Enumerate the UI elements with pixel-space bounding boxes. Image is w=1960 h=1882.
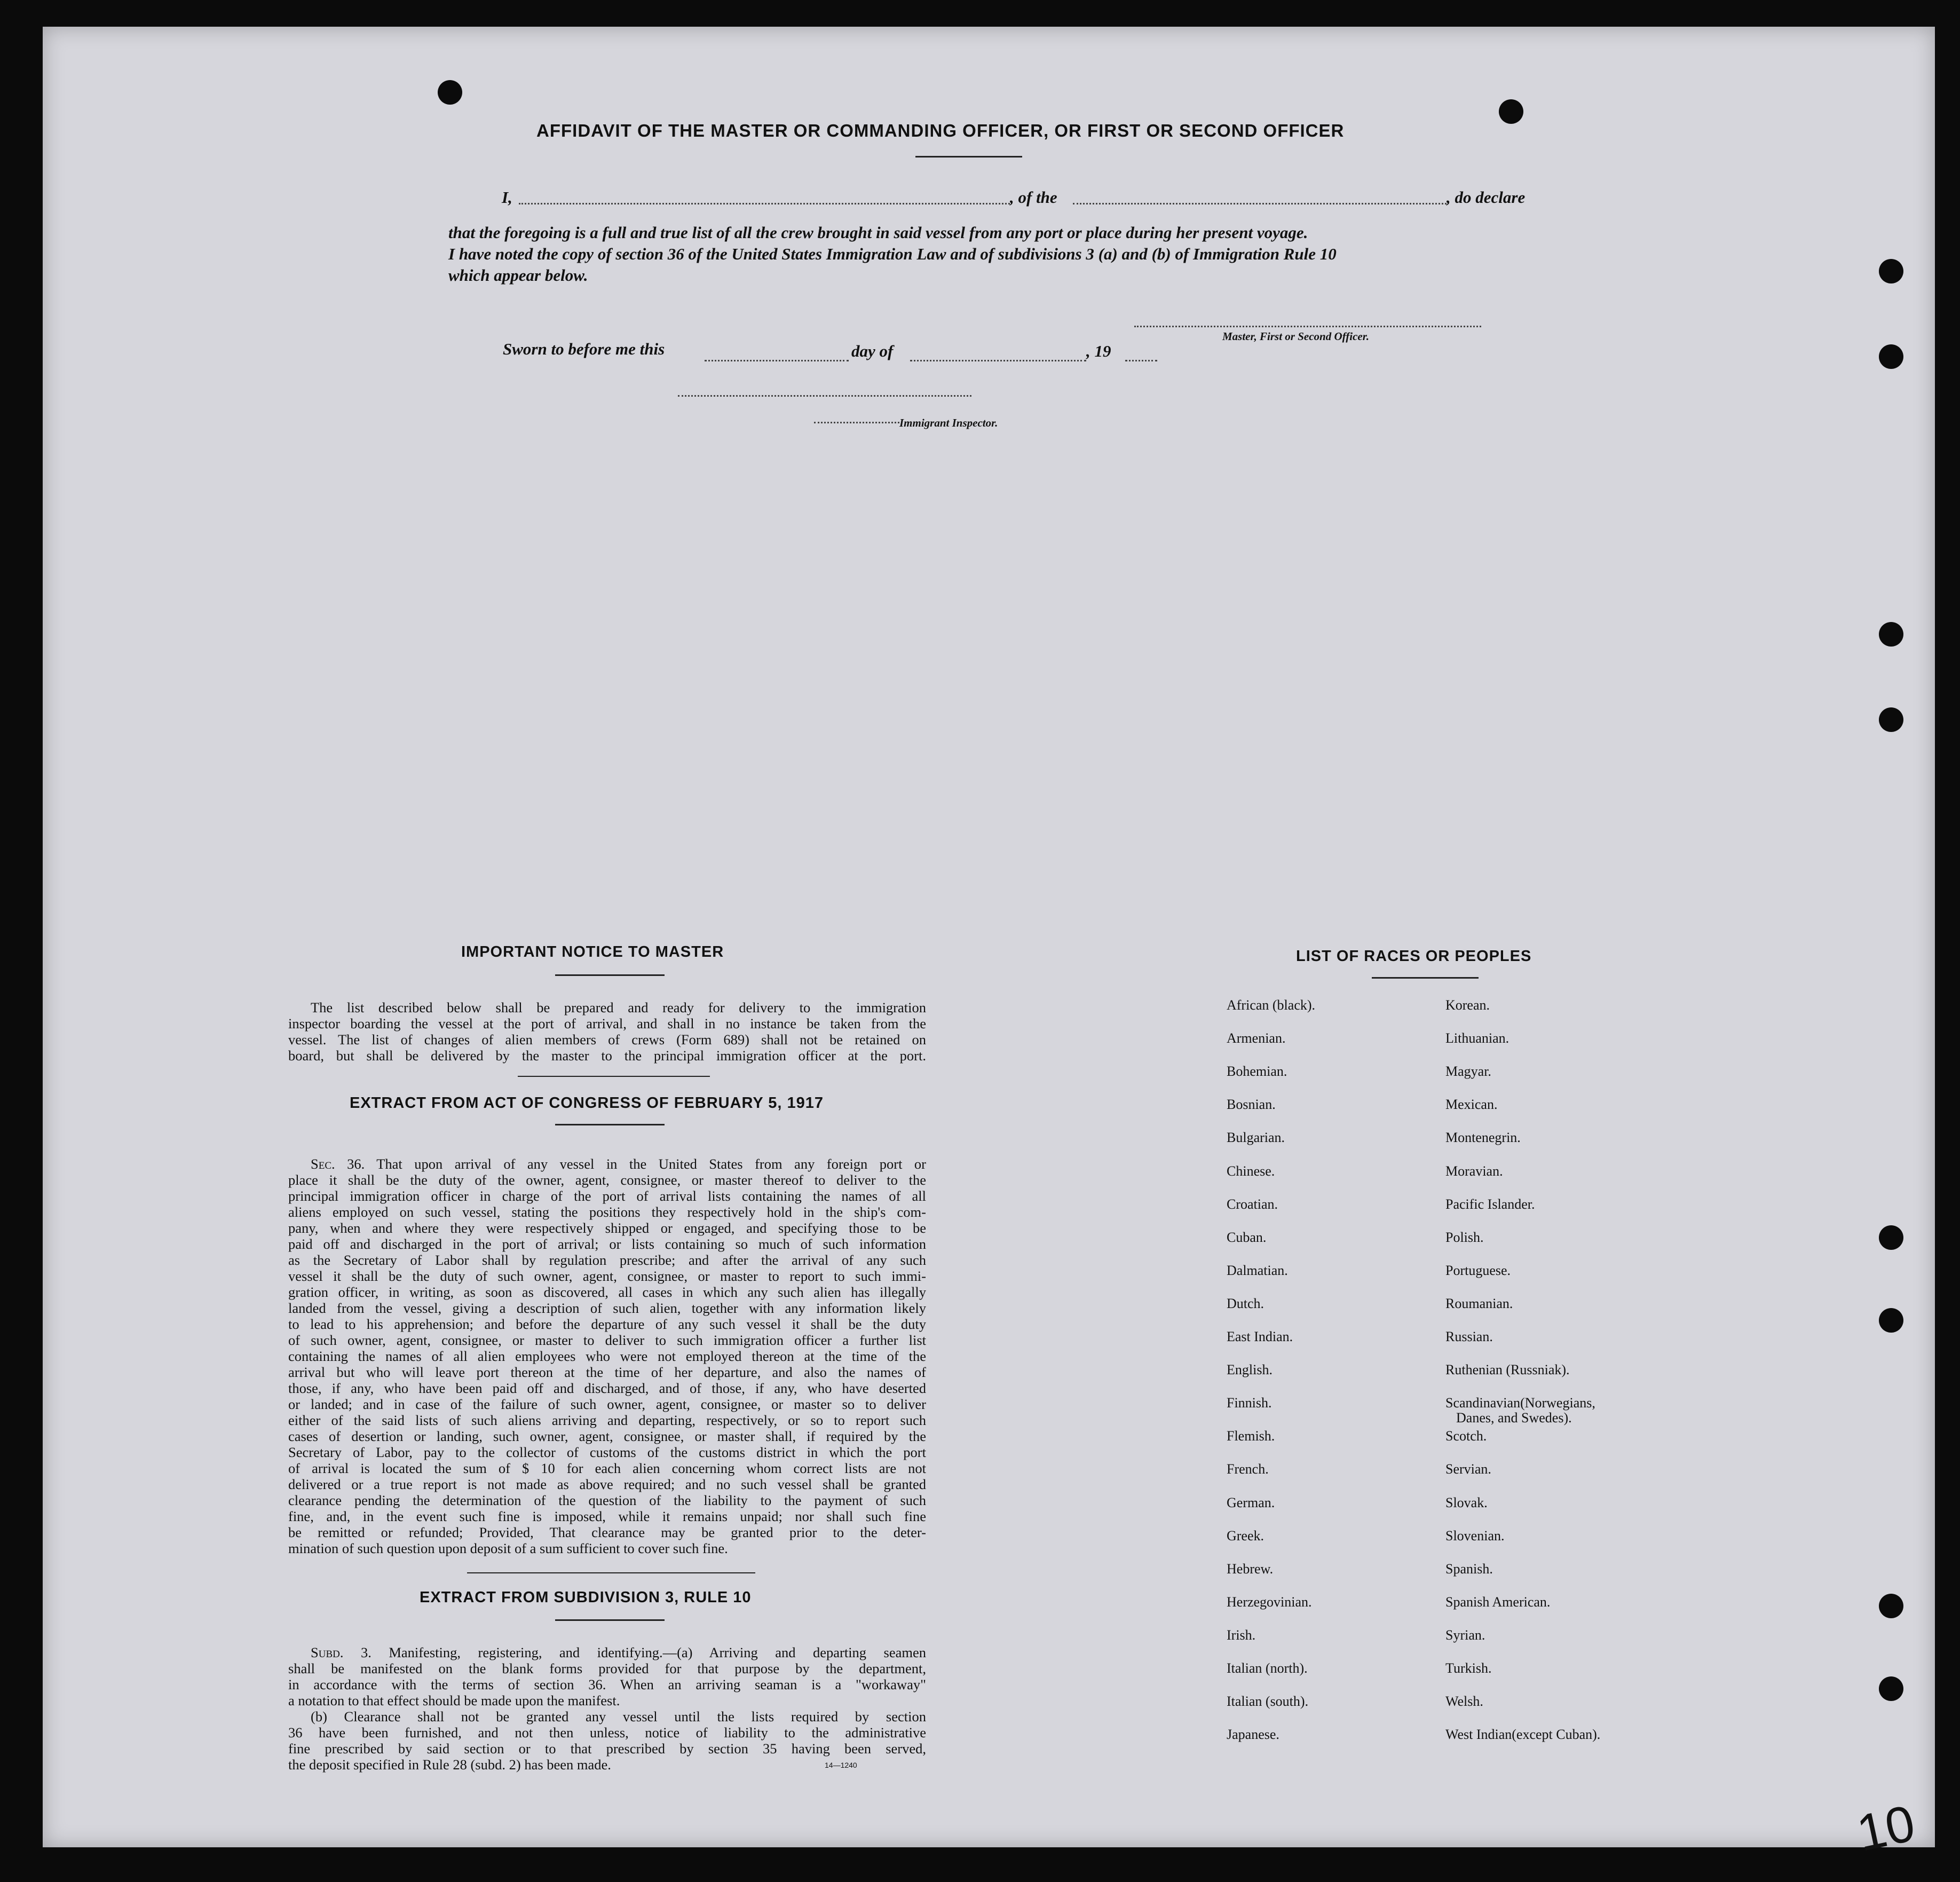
affidavit-name-blank[interactable] bbox=[519, 203, 1010, 204]
race-item: Mexican. bbox=[1445, 1097, 1498, 1113]
rule-line: a notation to that effect should be made upon the manifest. bbox=[288, 1692, 620, 1708]
affidavit-line-3: I have noted the copy of section 36 of the United States Immigration Law and of subdivisions 3 (a) and (b) of Immigration Rule 10 bbox=[448, 245, 1337, 263]
race-item: Magyar. bbox=[1445, 1064, 1491, 1080]
rule-line: (b) Clearance shall not be granted any vessel until the lists required by section bbox=[311, 1708, 926, 1724]
race-item: African (black). bbox=[1227, 997, 1316, 1013]
extract-act-title: EXTRACT FROM ACT OF CONGRESS OF FEBRUARY 5, 1917 bbox=[350, 1094, 824, 1112]
race-item: Herzegovinian. bbox=[1227, 1594, 1312, 1610]
race-item: Flemish. bbox=[1227, 1428, 1275, 1444]
punch-hole bbox=[1879, 1225, 1903, 1250]
notice-line: vessel. The list of changes of alien members of crews (Form 689) shall not be retained on bbox=[288, 1031, 926, 1048]
race-item: Japanese. bbox=[1227, 1727, 1279, 1743]
act-line: paid off and discharged in the port of arrival; or lists containing so much of such information bbox=[288, 1236, 926, 1252]
affidavit-vessel-blank[interactable] bbox=[1073, 203, 1447, 204]
act-line bbox=[288, 1156, 926, 1172]
race-item: Pacific Islander. bbox=[1445, 1196, 1535, 1212]
race-item: English. bbox=[1227, 1362, 1273, 1378]
rule-line: in accordance with the terms of section 36. When an arriving seaman is a "workaway" bbox=[288, 1676, 926, 1692]
race-item-continuation: Danes, and Swedes). bbox=[1456, 1410, 1572, 1426]
punch-hole bbox=[1499, 99, 1523, 124]
race-item: French. bbox=[1227, 1461, 1269, 1477]
race-item: Bohemian. bbox=[1227, 1064, 1287, 1080]
race-item: Syrian. bbox=[1445, 1627, 1485, 1643]
race-item: Hebrew. bbox=[1227, 1561, 1274, 1577]
race-item: Bosnian. bbox=[1227, 1097, 1276, 1113]
race-item: East Indian. bbox=[1227, 1329, 1293, 1344]
act-line: pany, when and where they were respectively shipped or engaged, and specifying those to be bbox=[288, 1220, 926, 1236]
race-item: Scandinavian(Norwegians, bbox=[1445, 1395, 1595, 1411]
rule-line: the deposit specified in Rule 28 (subd. 2) has been made. bbox=[288, 1757, 611, 1773]
notice-body bbox=[288, 999, 926, 1064]
affidavit-declare-label: , do declare bbox=[1447, 188, 1526, 207]
rule-line-text: 3. Manifesting, registering, and identifying.—(a) Arriving and departing seamen bbox=[360, 1644, 926, 1660]
section-divider bbox=[467, 1572, 755, 1573]
master-caption: Master, First or Second Officer. bbox=[1222, 330, 1369, 343]
punch-hole bbox=[1879, 1594, 1903, 1618]
extract-act-body bbox=[288, 1156, 926, 1556]
race-item: Chinese. bbox=[1227, 1163, 1275, 1179]
race-item: Portuguese. bbox=[1445, 1262, 1511, 1278]
act-line: or landed; and in case of the failure of such owner, agent, consignee, or master so to deliver bbox=[288, 1396, 926, 1412]
affidavit-title: AFFIDAVIT OF THE MASTER OR COMMANDING OFFICER, OR FIRST OR SECOND OFFICER bbox=[536, 121, 1345, 140]
act-line: as the Secretary of Labor shall by regulation prescribe; and after the arrival of any such bbox=[288, 1252, 926, 1268]
race-item: Scotch. bbox=[1445, 1428, 1487, 1444]
race-item: Spanish. bbox=[1445, 1561, 1493, 1577]
race-item: Russian. bbox=[1445, 1329, 1493, 1344]
race-item: Spanish American. bbox=[1445, 1594, 1551, 1610]
race-item: Finnish. bbox=[1227, 1395, 1272, 1411]
extract-rule-title: EXTRACT FROM SUBDIVISION 3, RULE 10 bbox=[420, 1589, 752, 1606]
punch-hole bbox=[1879, 344, 1903, 369]
act-line: of such owner, agent, consignee, or master to deliver to such immigration officer a further list bbox=[288, 1332, 926, 1348]
act-line: either of the said lists of such aliens arriving and departing, respectively, or so to report such bbox=[288, 1412, 926, 1428]
subd-label: Subd. bbox=[311, 1644, 344, 1660]
race-item: German. bbox=[1227, 1494, 1275, 1510]
act-line: place it shall be the duty of the owner, agent, consignee, or master thereof to deliver to the bbox=[288, 1172, 926, 1188]
inspector-signature-blank[interactable] bbox=[678, 395, 971, 397]
race-item: West Indian(except Cuban). bbox=[1445, 1727, 1601, 1743]
punch-hole bbox=[1879, 622, 1903, 647]
act-line: arrival but who will leave port thereon at the time of her departure, and also the names of bbox=[288, 1364, 926, 1380]
races-title: LIST OF RACES OR PEOPLES bbox=[1296, 948, 1532, 965]
affidavit-title-rule bbox=[915, 156, 1022, 158]
act-line: mination of such question upon deposit of a sum sufficient to cover such fine. bbox=[288, 1540, 728, 1556]
sworn-month-blank[interactable] bbox=[910, 360, 1086, 361]
race-item: Dutch. bbox=[1227, 1295, 1264, 1311]
race-item: Slovenian. bbox=[1445, 1527, 1505, 1544]
punch-hole bbox=[438, 80, 462, 105]
race-item: Lithuanian. bbox=[1445, 1030, 1509, 1046]
year-label: , 19 bbox=[1086, 342, 1111, 360]
page-number: 10 bbox=[1852, 1794, 1920, 1862]
act-line-text: 36. That upon arrival of any vessel in the United States from any foreign port or bbox=[347, 1156, 926, 1172]
notice-title: IMPORTANT NOTICE TO MASTER bbox=[461, 943, 724, 960]
extract-rule-body bbox=[288, 1644, 926, 1773]
inspector-signature-blank-2[interactable] bbox=[814, 422, 899, 423]
punch-hole bbox=[1879, 707, 1903, 732]
punch-hole bbox=[1879, 1308, 1903, 1333]
extract-rule-title-rule bbox=[555, 1619, 665, 1621]
race-item: Irish. bbox=[1227, 1627, 1256, 1643]
act-line: landed from the vessel, giving a description of such alien, together with any information likely bbox=[288, 1300, 926, 1316]
sworn-day-blank[interactable] bbox=[705, 360, 849, 361]
sec-label: Sec. bbox=[311, 1156, 335, 1172]
section-divider bbox=[518, 1076, 710, 1077]
act-line: fine, and, in the event such fine is imposed, while it remains unpaid; nor shall such fine bbox=[288, 1508, 926, 1524]
race-item: Italian (south). bbox=[1227, 1694, 1309, 1710]
race-item: Polish. bbox=[1445, 1229, 1484, 1245]
extract-act-title-rule bbox=[555, 1124, 665, 1125]
race-item: Roumanian. bbox=[1445, 1295, 1513, 1311]
sworn-label: Sworn to before me this bbox=[503, 340, 665, 358]
rule-line: 36 have been furnished, and not then unless, notice of liability to the administrative bbox=[288, 1724, 926, 1741]
act-line: of arrival is located the sum of $ 10 for each alien concerning whom correct lists are not bbox=[288, 1460, 926, 1476]
race-item: Italian (north). bbox=[1227, 1660, 1308, 1676]
affidavit-i-label: I, bbox=[502, 188, 512, 207]
affidavit-of-the-label: , of the bbox=[1010, 188, 1057, 207]
race-item: Bulgarian. bbox=[1227, 1130, 1285, 1146]
act-line: those, if any, who have been paid off and discharged, and of those, if any, who have deserted bbox=[288, 1380, 926, 1396]
race-item: Cuban. bbox=[1227, 1229, 1267, 1245]
act-line: cases of desertion or landing, such owner, agent, consignee, or master shall, if required by the bbox=[288, 1428, 926, 1444]
act-line: Secretary of Labor, pay to the collector of customs of the customs district in which the port bbox=[288, 1444, 926, 1460]
act-line: to lead to his apprehension; and before the departure of any such vessel it shall be the duty bbox=[288, 1316, 926, 1332]
form-number: 14—1240 bbox=[825, 1761, 857, 1769]
act-line: containing the names of all alien employees who were not employed thereon at the time of the bbox=[288, 1348, 926, 1364]
day-of-label: day of bbox=[851, 342, 894, 360]
race-item: Servian. bbox=[1445, 1461, 1491, 1477]
rule-line bbox=[288, 1644, 926, 1660]
inspector-caption: Immigrant Inspector. bbox=[899, 416, 998, 429]
notice-line: board, but shall be delivered by the master to the principal immigration officer at the port. bbox=[288, 1048, 926, 1064]
act-line: clearance pending the determination of the question of the liability to the payment of such bbox=[288, 1492, 926, 1508]
race-item: Greek. bbox=[1227, 1527, 1264, 1544]
master-signature-blank[interactable] bbox=[1134, 326, 1481, 327]
act-line: vessel it shall be the duty of such owner, agent, consignee, or master to report to such immi- bbox=[288, 1268, 926, 1284]
race-item: Moravian. bbox=[1445, 1163, 1503, 1179]
race-item: Ruthenian (Russniak). bbox=[1445, 1362, 1570, 1378]
notice-line: inspector boarding the vessel at the port of arrival, and shall in no instance be taken from the bbox=[288, 1015, 926, 1031]
punch-hole bbox=[1879, 259, 1903, 284]
race-item: Dalmatian. bbox=[1227, 1262, 1288, 1278]
act-line: delivered or a true report is not made as above required; and no such vessel shall be granted bbox=[288, 1476, 926, 1492]
race-item: Montenegrin. bbox=[1445, 1130, 1521, 1146]
race-item: Turkish. bbox=[1445, 1660, 1492, 1676]
rule-line: shall be manifested on the blank forms provided for that purpose by the department, bbox=[288, 1660, 926, 1676]
punch-hole bbox=[1879, 1676, 1903, 1701]
act-line: aliens employed on such vessel, stating the positions they respectively hold in the ship's com- bbox=[288, 1204, 926, 1220]
races-title-rule bbox=[1372, 977, 1479, 979]
race-item: Slovak. bbox=[1445, 1494, 1488, 1510]
act-line: principal immigration officer in charge of the port of arrival lists containing the names of all bbox=[288, 1188, 926, 1204]
affidavit-line-4: which appear below. bbox=[448, 266, 588, 285]
act-line: be remitted or refunded; Provided, That clearance may be granted prior to the deter- bbox=[288, 1524, 926, 1540]
race-item: Welsh. bbox=[1445, 1694, 1483, 1710]
affidavit-line-2: that the foregoing is a full and true list of all the crew brought in said vessel from any port or place during her present voyage. bbox=[448, 223, 1308, 242]
race-item: Armenian. bbox=[1227, 1030, 1286, 1046]
document-page bbox=[43, 27, 1935, 1862]
race-item: Croatian. bbox=[1227, 1196, 1278, 1212]
act-line: gration officer, in writing, as soon as discovered, all cases in which any such alien has illegally bbox=[288, 1284, 926, 1300]
race-item: Korean. bbox=[1445, 997, 1490, 1013]
notice-title-rule bbox=[555, 974, 665, 976]
rule-line: fine prescribed by said section or to that prescribed by section 35 having been served, bbox=[288, 1741, 926, 1757]
notice-line: The list described below shall be prepared and ready for delivery to the immigration bbox=[311, 999, 926, 1015]
sworn-year-blank[interactable] bbox=[1125, 360, 1157, 361]
